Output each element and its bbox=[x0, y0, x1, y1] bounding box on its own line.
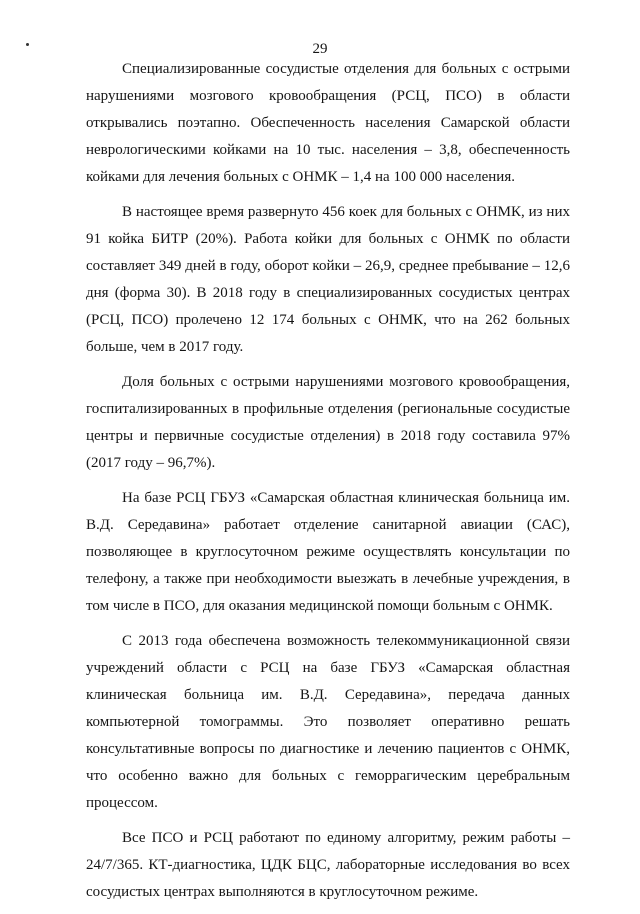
paragraph: Доля больных с острыми нарушениями мозгового кровообращения, госпитализированных в профильные отделения (региональные сосудистые центры и первичные сосудистые отделения) в 2018 году составила 97% (2017 году – 96,7%). bbox=[86, 374, 570, 471]
body-text bbox=[86, 56, 570, 914]
page-number: 29 bbox=[312, 41, 328, 57]
paragraph: На базе РСЦ ГБУЗ «Самарская областная клиническая больница им. В.Д. Середавина» работает отделение санитарной авиации (САС), позволяющее в круглосуточном режиме осуществлять консультации по телефону, а также при необходимости выезжать в лечебные учреждения, в том числе в ПСО, для оказания медицинской помощи больным с ОНМК. bbox=[86, 490, 570, 614]
paragraph: Специализированные сосудистые отделения для больных с острыми нарушениями мозгового кровообращения (РСЦ, ПСО) в области открывались поэтапно. Обеспеченность населения Самарской области неврологическими койками на 10 тыс. населения – 3,8, обеспеченность койками для лечения больных с ОНМК – 1,4 на 100 000 населения. bbox=[86, 61, 570, 185]
paragraph: С 2013 года обеспечена возможность телекоммуникационной связи учреждений области с РСЦ на базе ГБУЗ «Самарская областная клиническая больница им. В.Д. Середавина», передача данных компьютерной томограммы. Это позволяет оперативно решать консультативные вопросы по диагностике и лечению пациентов с ОНМК, что особенно важно для больных с геморрагическим церебральным процессом. bbox=[86, 633, 570, 811]
scan-speck bbox=[26, 43, 29, 46]
paragraph: В настоящее время развернуто 456 коек для больных с ОНМК, из них 91 койка БИТР (20%). Работа койки для больных с ОНМК по области составляет 349 дней в году, оборот койки – 26,9, среднее пребывание – 12,6 дня (форма 30). В 2018 году в специализированных сосудистых центрах (РСЦ, ПСО) пролечено 12 174 больных с ОНМК, что на 262 больных больше, чем в 2017 году. bbox=[86, 204, 570, 355]
paragraph: Все ПСО и РСЦ работают по единому алгоритму, режим работы – 24/7/365. КТ-диагностика, ЦДК БЦС, лабораторные исследования во всех сосудистых центрах выполняются в круглосуточном режиме. bbox=[86, 830, 570, 900]
